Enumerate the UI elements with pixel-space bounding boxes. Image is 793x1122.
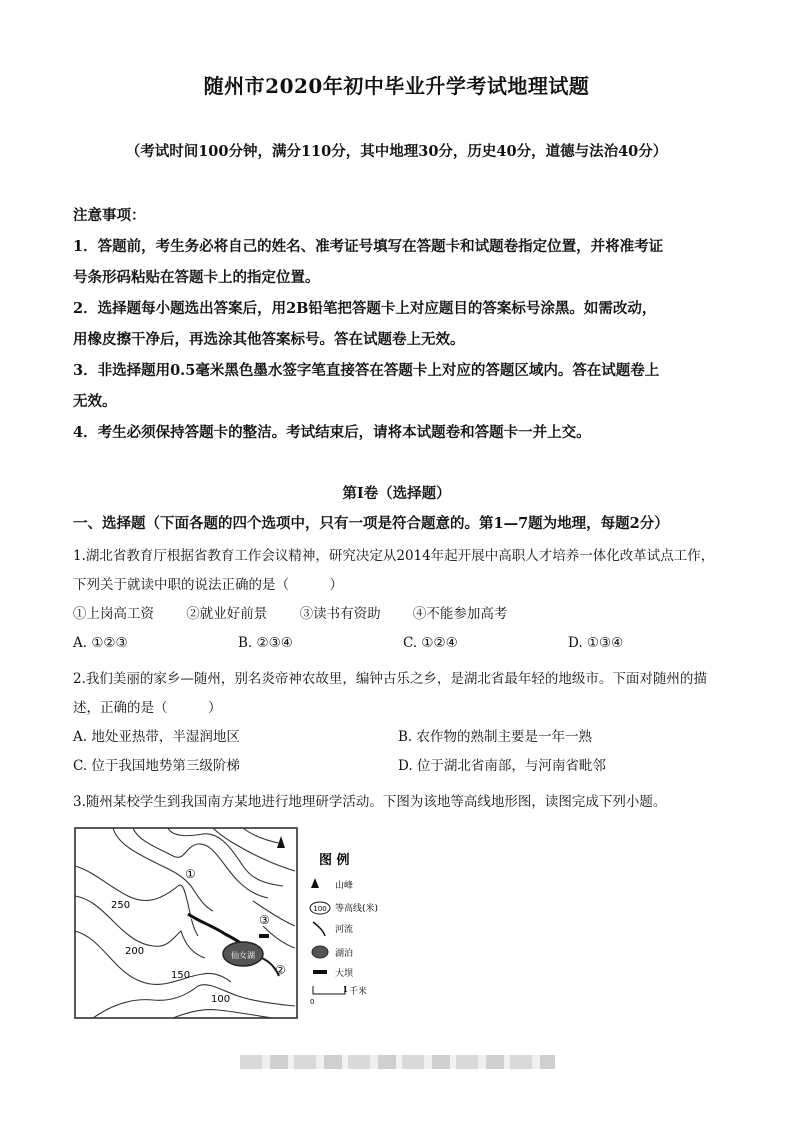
marker-2: ② <box>275 963 286 977</box>
question-text: 下列关于就读中职的说法正确的是（ ） <box>73 577 343 593</box>
notes-heading: 注意事项： <box>73 207 146 224</box>
legend-item: 等高线(米) <box>335 904 379 914</box>
marker-3: ③ <box>259 913 270 927</box>
option-a[interactable]: A. 地处亚热带，半湿润地区 <box>73 729 240 745</box>
legend-item: 大坝 <box>335 969 354 979</box>
notes-line: 无效。 <box>73 393 117 410</box>
dam-legend-icon <box>313 970 327 974</box>
contour-line <box>75 931 231 984</box>
option-d[interactable]: D. 位于湖北省南部，与河南省毗邻 <box>398 758 606 774</box>
contour-map <box>73 826 393 1022</box>
question-text: 述，正确的是（ ） <box>73 700 222 716</box>
option-d[interactable]: D. ①③④ <box>568 635 624 651</box>
notes-line: 2．选择题每小题选出答案后，用2B铅笔把答题卡上对应题目的答案标号涂黑。如需改动， <box>73 300 657 317</box>
statement-list <box>73 600 733 629</box>
scale-bar <box>313 986 345 994</box>
option-b[interactable]: B. 农作物的熟制主要是一年一熟 <box>398 729 593 745</box>
contour-label: 200 <box>125 946 145 957</box>
notes-line: 1．答题前，考生务必将自己的姓名、准考证号填写在答题卡和试题卷指定位置，并将准考证 <box>73 238 664 255</box>
section-instructions: 一、选择题（下面各题的四个选项中，只有一项是符合题意的。第1—7题为地理，每题2分） <box>73 515 669 532</box>
section-title: 第Ⅰ卷（选择题） <box>342 485 451 502</box>
notes-block <box>73 200 723 448</box>
notes-line: 号条形码粘贴在答题卡上的指定位置。 <box>73 269 320 286</box>
scale-zero: 0 <box>310 998 315 1006</box>
notes-line: 3．非选择题用0.5毫米黑色墨水签字笔直接答在答题卡上对应的答题区域内。答在试题卷上 <box>73 362 660 379</box>
contour-line <box>243 828 283 844</box>
question-text: 1.湖北省教育厅根据省教育工作会议精神，研究决定从2014年起开展中高职人才培养一体化改革试点工作， <box>73 548 715 564</box>
contour-legend-value: 100 <box>313 905 327 913</box>
legend-title: 图 例 <box>319 853 350 868</box>
statement: ④不能参加高考 <box>412 606 508 622</box>
statement: ①上岗高工资 <box>73 606 154 622</box>
question-1 <box>73 542 733 658</box>
question-2 <box>73 665 733 781</box>
options-row <box>73 752 733 781</box>
contour-line <box>173 1009 273 1018</box>
peak-legend-icon <box>311 878 319 888</box>
contour-label: 150 <box>171 970 191 981</box>
blurred-footer <box>240 1055 555 1069</box>
question-text: 3.随州某校学生到我国南方某地进行地理研学活动。下图为该地等高线地形图，读图完成下列小题。 <box>73 794 667 810</box>
dam <box>259 934 269 938</box>
contour-line <box>113 828 213 911</box>
contour-label: 100 <box>211 994 231 1005</box>
page-title: 随州市2020年初中毕业升学考试地理试题 <box>203 74 590 98</box>
lake-label: 仙女湖 <box>231 951 255 960</box>
scale-label: 千米 <box>349 987 368 997</box>
legend-item: 湖泊 <box>335 949 354 959</box>
options-row <box>73 723 733 752</box>
lake-legend-icon <box>312 946 328 958</box>
contour-line <box>133 828 268 898</box>
option-a[interactable]: A. ①②③ <box>73 635 128 651</box>
legend-item: 河流 <box>335 925 354 935</box>
marker-1: ① <box>185 867 196 881</box>
river-legend-icon <box>313 922 325 936</box>
legend-item: 山峰 <box>335 881 354 891</box>
peak-icon <box>277 836 285 848</box>
exam-info: （考试时间100分钟，满分110分，其中地理30分，历史40分，道德与法治40分） <box>125 143 668 160</box>
option-c[interactable]: C. 位于我国地势第三级阶梯 <box>73 758 240 774</box>
option-b[interactable]: B. ②③④ <box>238 635 293 651</box>
notes-line: 用橡皮擦干净后，再选涂其他答案标号。答在试题卷上无效。 <box>73 331 465 348</box>
question-3 <box>73 788 733 817</box>
notes-line: 4．考生必须保持答题卡的整洁。考试结束后，请将本试题卷和答题卡一并上交。 <box>73 424 591 441</box>
statement: ②就业好前景 <box>186 606 268 622</box>
option-c[interactable]: C. ①②④ <box>403 635 458 651</box>
statement: ③读书有资助 <box>299 606 381 622</box>
contour-line <box>75 866 198 936</box>
question-text: 2.我们美丽的家乡—随州，别名炎帝神农故里，编钟古乐之乡，是湖北省最年轻的地级市。下面对随州的描 <box>73 671 707 687</box>
contour-label: 250 <box>111 900 131 911</box>
contour-line <box>93 985 295 1018</box>
options-row <box>73 629 733 658</box>
river-bank <box>191 918 227 938</box>
scale-one: 1 <box>343 985 349 994</box>
